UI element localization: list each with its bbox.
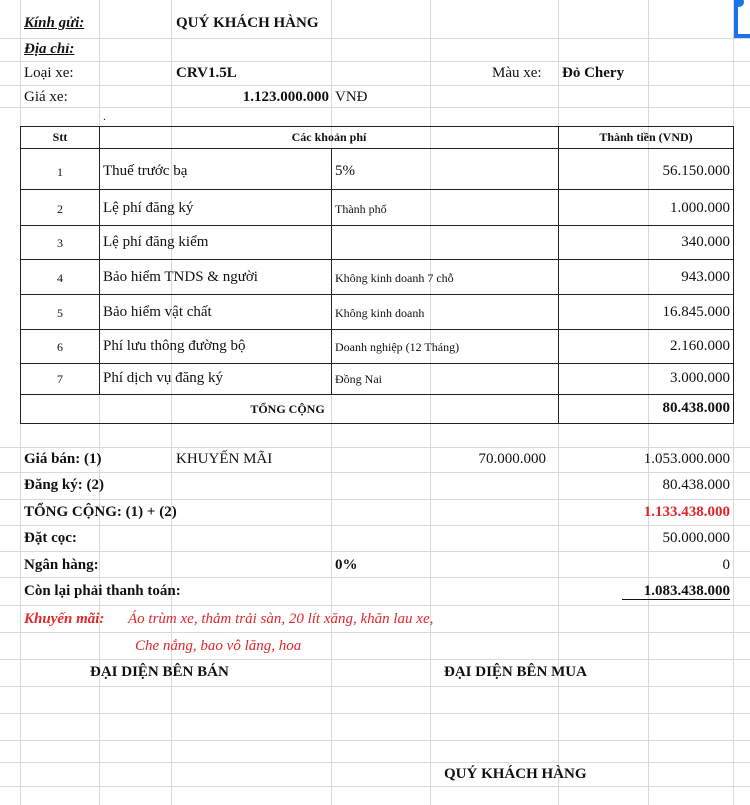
stray-dot: . <box>103 109 106 123</box>
fee-amount: 3.000.000 <box>670 370 730 386</box>
con-lai-value: 1.083.438.000 <box>643 583 730 599</box>
ngan-hang-percent: 0% <box>335 557 358 573</box>
loai-xe-label: Loại xe: <box>24 65 74 81</box>
gia-xe-unit: VNĐ <box>335 89 368 105</box>
col-header-amount: Thành tiền (VND) <box>599 130 693 144</box>
fee-name: Lệ phí đăng kiểm <box>103 234 209 250</box>
kinh-gui-label: Kính gửi: <box>24 15 85 31</box>
promo-line-2: Che nắng, bao vô lăng, hoa <box>135 638 302 654</box>
dia-chi-label: Địa chỉ: <box>24 41 75 57</box>
fee-stt: 2 <box>57 202 63 216</box>
fee-stt: 7 <box>57 372 63 386</box>
fee-name: Phí lưu thông đường bộ <box>103 338 246 354</box>
fee-name: Bảo hiểm TNDS & người <box>103 269 258 285</box>
fee-stt: 3 <box>57 236 63 250</box>
seller-signature-label: ĐẠI DIỆN BÊN BÁN <box>90 664 229 680</box>
fee-stt: 4 <box>57 271 63 285</box>
fee-stt: 1 <box>57 165 63 179</box>
fee-name: Phí dịch vụ đăng ký <box>103 370 223 386</box>
fee-stt: 6 <box>57 340 63 354</box>
ngan-hang-label: Ngân hàng: <box>24 557 99 573</box>
fee-note: Không kinh doanh <box>335 306 425 320</box>
dat-coc-value: 50.000.000 <box>662 530 730 546</box>
ngan-hang-value: 0 <box>722 557 730 573</box>
mau-xe-value: Đỏ Chery <box>562 65 625 81</box>
fee-stt: 5 <box>57 306 63 320</box>
buyer-signature-label: ĐẠI DIỆN BÊN MUA <box>444 664 587 680</box>
fee-note: Thành phố <box>335 202 387 216</box>
promo-label: Khuyến mãi: <box>24 611 105 627</box>
fee-note: Không kinh doanh 7 chỗ <box>335 271 454 285</box>
fee-amount: 1.000.000 <box>670 200 730 216</box>
fee-note: 5% <box>335 163 355 179</box>
col-header-stt: Stt <box>52 130 68 144</box>
kinh-gui-value: QUÝ KHÁCH HÀNG <box>176 15 319 31</box>
gia-ban-label: Giá bán: (1) <box>24 451 102 467</box>
dat-coc-label: Đặt cọc: <box>24 530 77 546</box>
fee-amount: 56.150.000 <box>662 163 730 179</box>
buyer-name: QUÝ KHÁCH HÀNG <box>444 766 587 782</box>
con-lai-label: Còn lại phải thanh toán: <box>24 583 181 599</box>
fee-note: Doanh nghiệp (12 Tháng) <box>335 340 460 354</box>
fee-amount: 2.160.000 <box>670 338 730 354</box>
tong-cong-label: TỔNG CỘNG: (1) + (2) <box>24 504 177 520</box>
fee-amount: 16.845.000 <box>662 304 730 320</box>
fees-total-value: 80.438.000 <box>662 400 730 416</box>
fee-amount: 943.000 <box>681 269 730 285</box>
col-header-items: Các khoản phí <box>291 130 367 144</box>
promo-line-1: Áo trùm xe, thảm trải sàn, 20 lít xăng, khăn lau xe, <box>128 611 434 627</box>
tong-cong-value: 1.133.438.000 <box>643 504 730 520</box>
gia-xe-label: Giá xe: <box>24 89 68 105</box>
fees-total-label: TỔNG CỘNG <box>250 402 325 416</box>
fee-name: Bảo hiểm vật chất <box>103 304 212 320</box>
dang-ky-label: Đăng ký: (2) <box>24 477 105 493</box>
gia-xe-value: 1.123.000.000 <box>242 89 329 105</box>
dang-ky-value: 80.438.000 <box>662 477 730 493</box>
khuyen-mai-label: KHUYẾN MÃI <box>176 451 273 467</box>
fee-name: Thuế trước bạ <box>103 163 188 179</box>
mau-xe-label: Màu xe: <box>492 65 542 81</box>
fee-name: Lệ phí đăng ký <box>103 200 194 216</box>
khuyen-mai-value: 70.000.000 <box>478 451 546 467</box>
fee-amount: 340.000 <box>681 234 730 250</box>
fee-note: Đồng Nai <box>335 372 382 386</box>
gia-ban-value: 1.053.000.000 <box>643 451 730 467</box>
loai-xe-value: CRV1.5L <box>176 65 237 81</box>
